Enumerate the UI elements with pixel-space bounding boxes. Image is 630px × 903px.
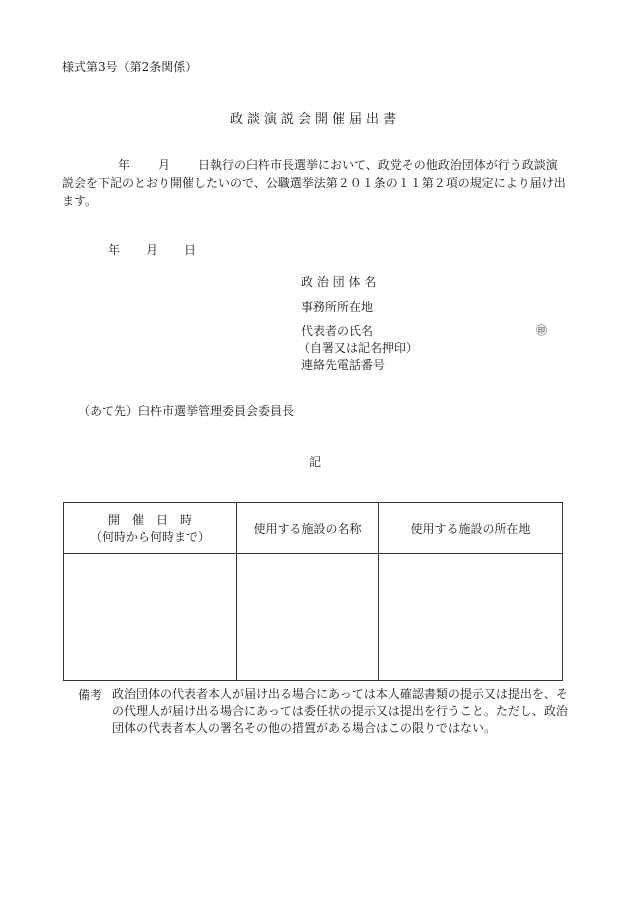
office-address-label: 事務所所在地 [301,300,374,314]
cell-facility-name [237,554,379,681]
header-facility-address: 使用する施設の所在地 [379,503,563,554]
date-year: 年 [108,243,121,257]
org-name-label: 政 治 団 体 名 [301,275,377,289]
ki-heading: 記 [308,455,321,469]
phone-label: 連絡先電話番号 [301,358,386,372]
intro-year: 年 [118,158,131,172]
addressee: （あて先）臼杵市選挙管理委員会委員長 [78,404,295,418]
form-number: 様式第3号（第2条関係） [62,60,198,74]
cell-facility-address [379,554,563,681]
date-month: 月 [146,243,159,257]
representative-label: 代表者の氏名 [301,324,374,338]
date-day: 日 [184,243,197,257]
note-label: 備考 [78,688,103,702]
seal-mark: ㊞ [536,324,547,337]
cell-event-datetime [64,554,237,681]
header-facility-name: 使用する施設の名称 [237,503,379,554]
intro-month: 月 [158,158,171,172]
header-event-datetime-sub: （何時から何時まで） [89,530,210,544]
document-title: 政談演説会開催届出書 [229,112,400,127]
note-text: 政治団体の代表者本人が届け出る場合にあっては本人確認書類の提示又は提出を、その代理人が届け出る場合にあっては委任状の提示又は提出を行うこと。ただし、政治団体の代表者本人の署名その他の措置がある場合はこの限りではない。 [112,687,568,735]
header-event-datetime [64,503,237,554]
table-row [64,554,563,681]
intro-text: 日執行の臼杵市長選挙において、政党その他政治団体が行う政談演説会を下記のとおり開催したいので、公職選挙法第２０１条の１１第２項の規定により届け出ます。 [62,158,566,208]
intro-paragraph [62,156,567,210]
submission-date [108,241,196,258]
header-event-datetime-label: 開 催 日 時 [107,513,192,527]
signature-note: （自署又は記名押印） [298,341,419,355]
event-table [63,502,563,681]
